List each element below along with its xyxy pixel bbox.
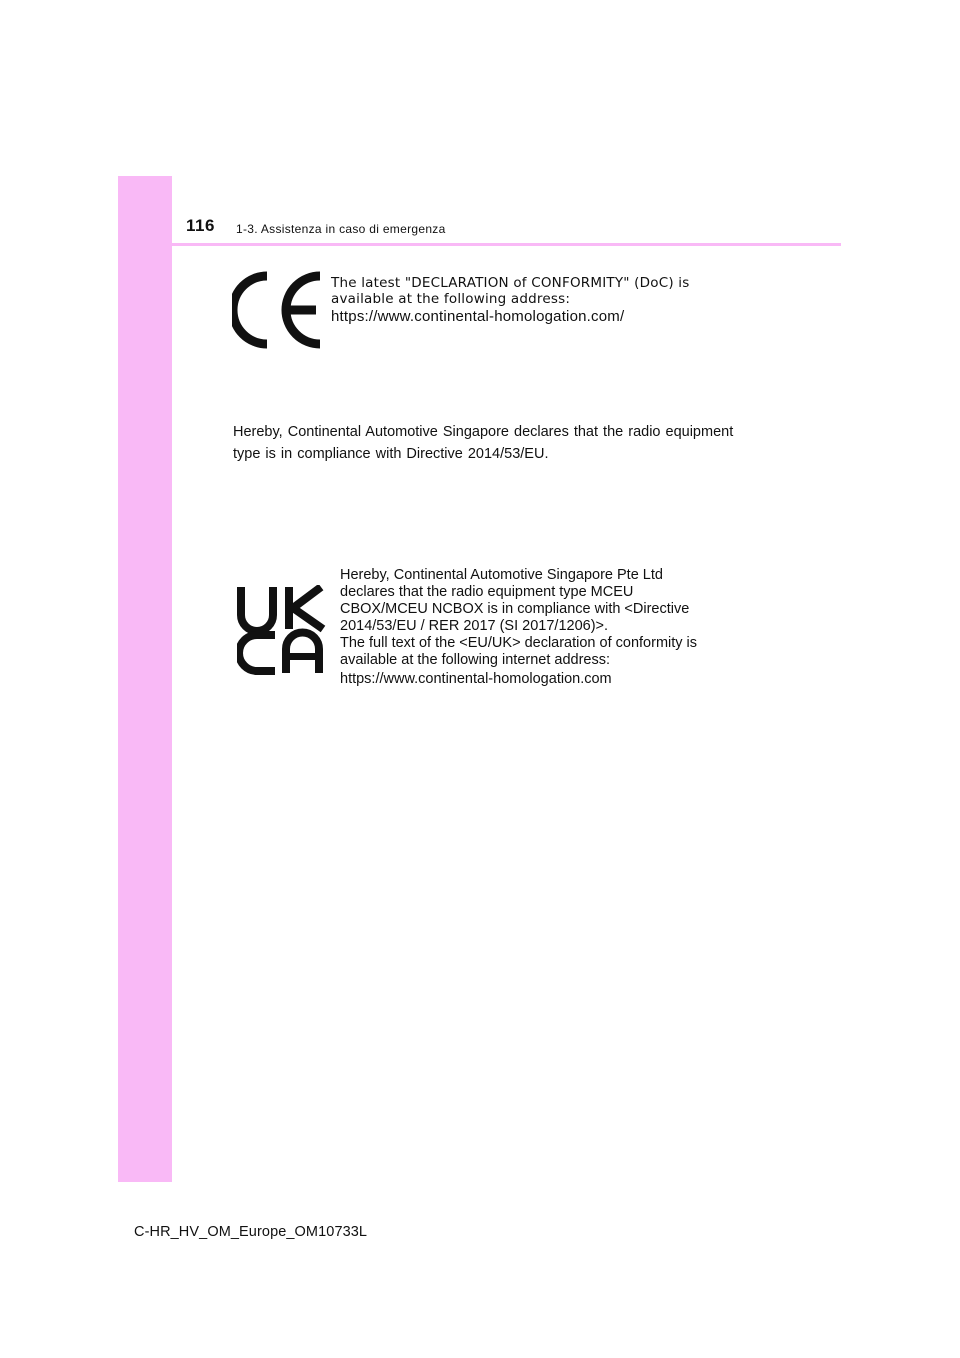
ce-notice-line: available at the following address: (331, 291, 571, 307)
side-color-bar (118, 176, 172, 1182)
section-title: 1-3. Assistenza in caso di emergenza (236, 222, 446, 236)
ukca-line: Hereby, Continental Automotive Singapore Pte Ltd (340, 567, 663, 583)
ce-notice-line: The latest "DECLARATION of CONFORMITY" (DoC) is (331, 275, 690, 291)
ce-url-link[interactable]: https://www.continental-homologation.com/ (331, 308, 625, 325)
ukca-line: The full text of the <EU/UK> declaration of conformity is (340, 635, 698, 651)
ukca-mark-logo (237, 585, 327, 675)
ukca-line: 2014/53/EU / RER 2017 (SI 2017/1206)>. (340, 618, 609, 634)
declaration-line: type is in compliance with Directive 2014/53/EU. (233, 446, 549, 462)
header-rule (118, 243, 841, 246)
document-id: C-HR_HV_OM_Europe_OM10733L (134, 1224, 368, 1240)
ce-doc-notice (331, 275, 731, 326)
declaration-line: Hereby, Continental Automotive Singapore declares that the radio equipment (233, 424, 734, 440)
ukca-line: CBOX/MCEU NCBOX is in compliance with <Directive (340, 601, 690, 617)
ukca-url-link[interactable]: https://www.continental-homologation.com (340, 671, 612, 687)
ukca-declaration (340, 567, 740, 688)
ukca-line: declares that the radio equipment type MCEU (340, 584, 634, 600)
declaration-paragraph (233, 421, 753, 465)
ce-mark-logo (232, 270, 324, 350)
page-number: 116 (186, 216, 215, 235)
ukca-line: available at the following internet address: (340, 652, 611, 668)
